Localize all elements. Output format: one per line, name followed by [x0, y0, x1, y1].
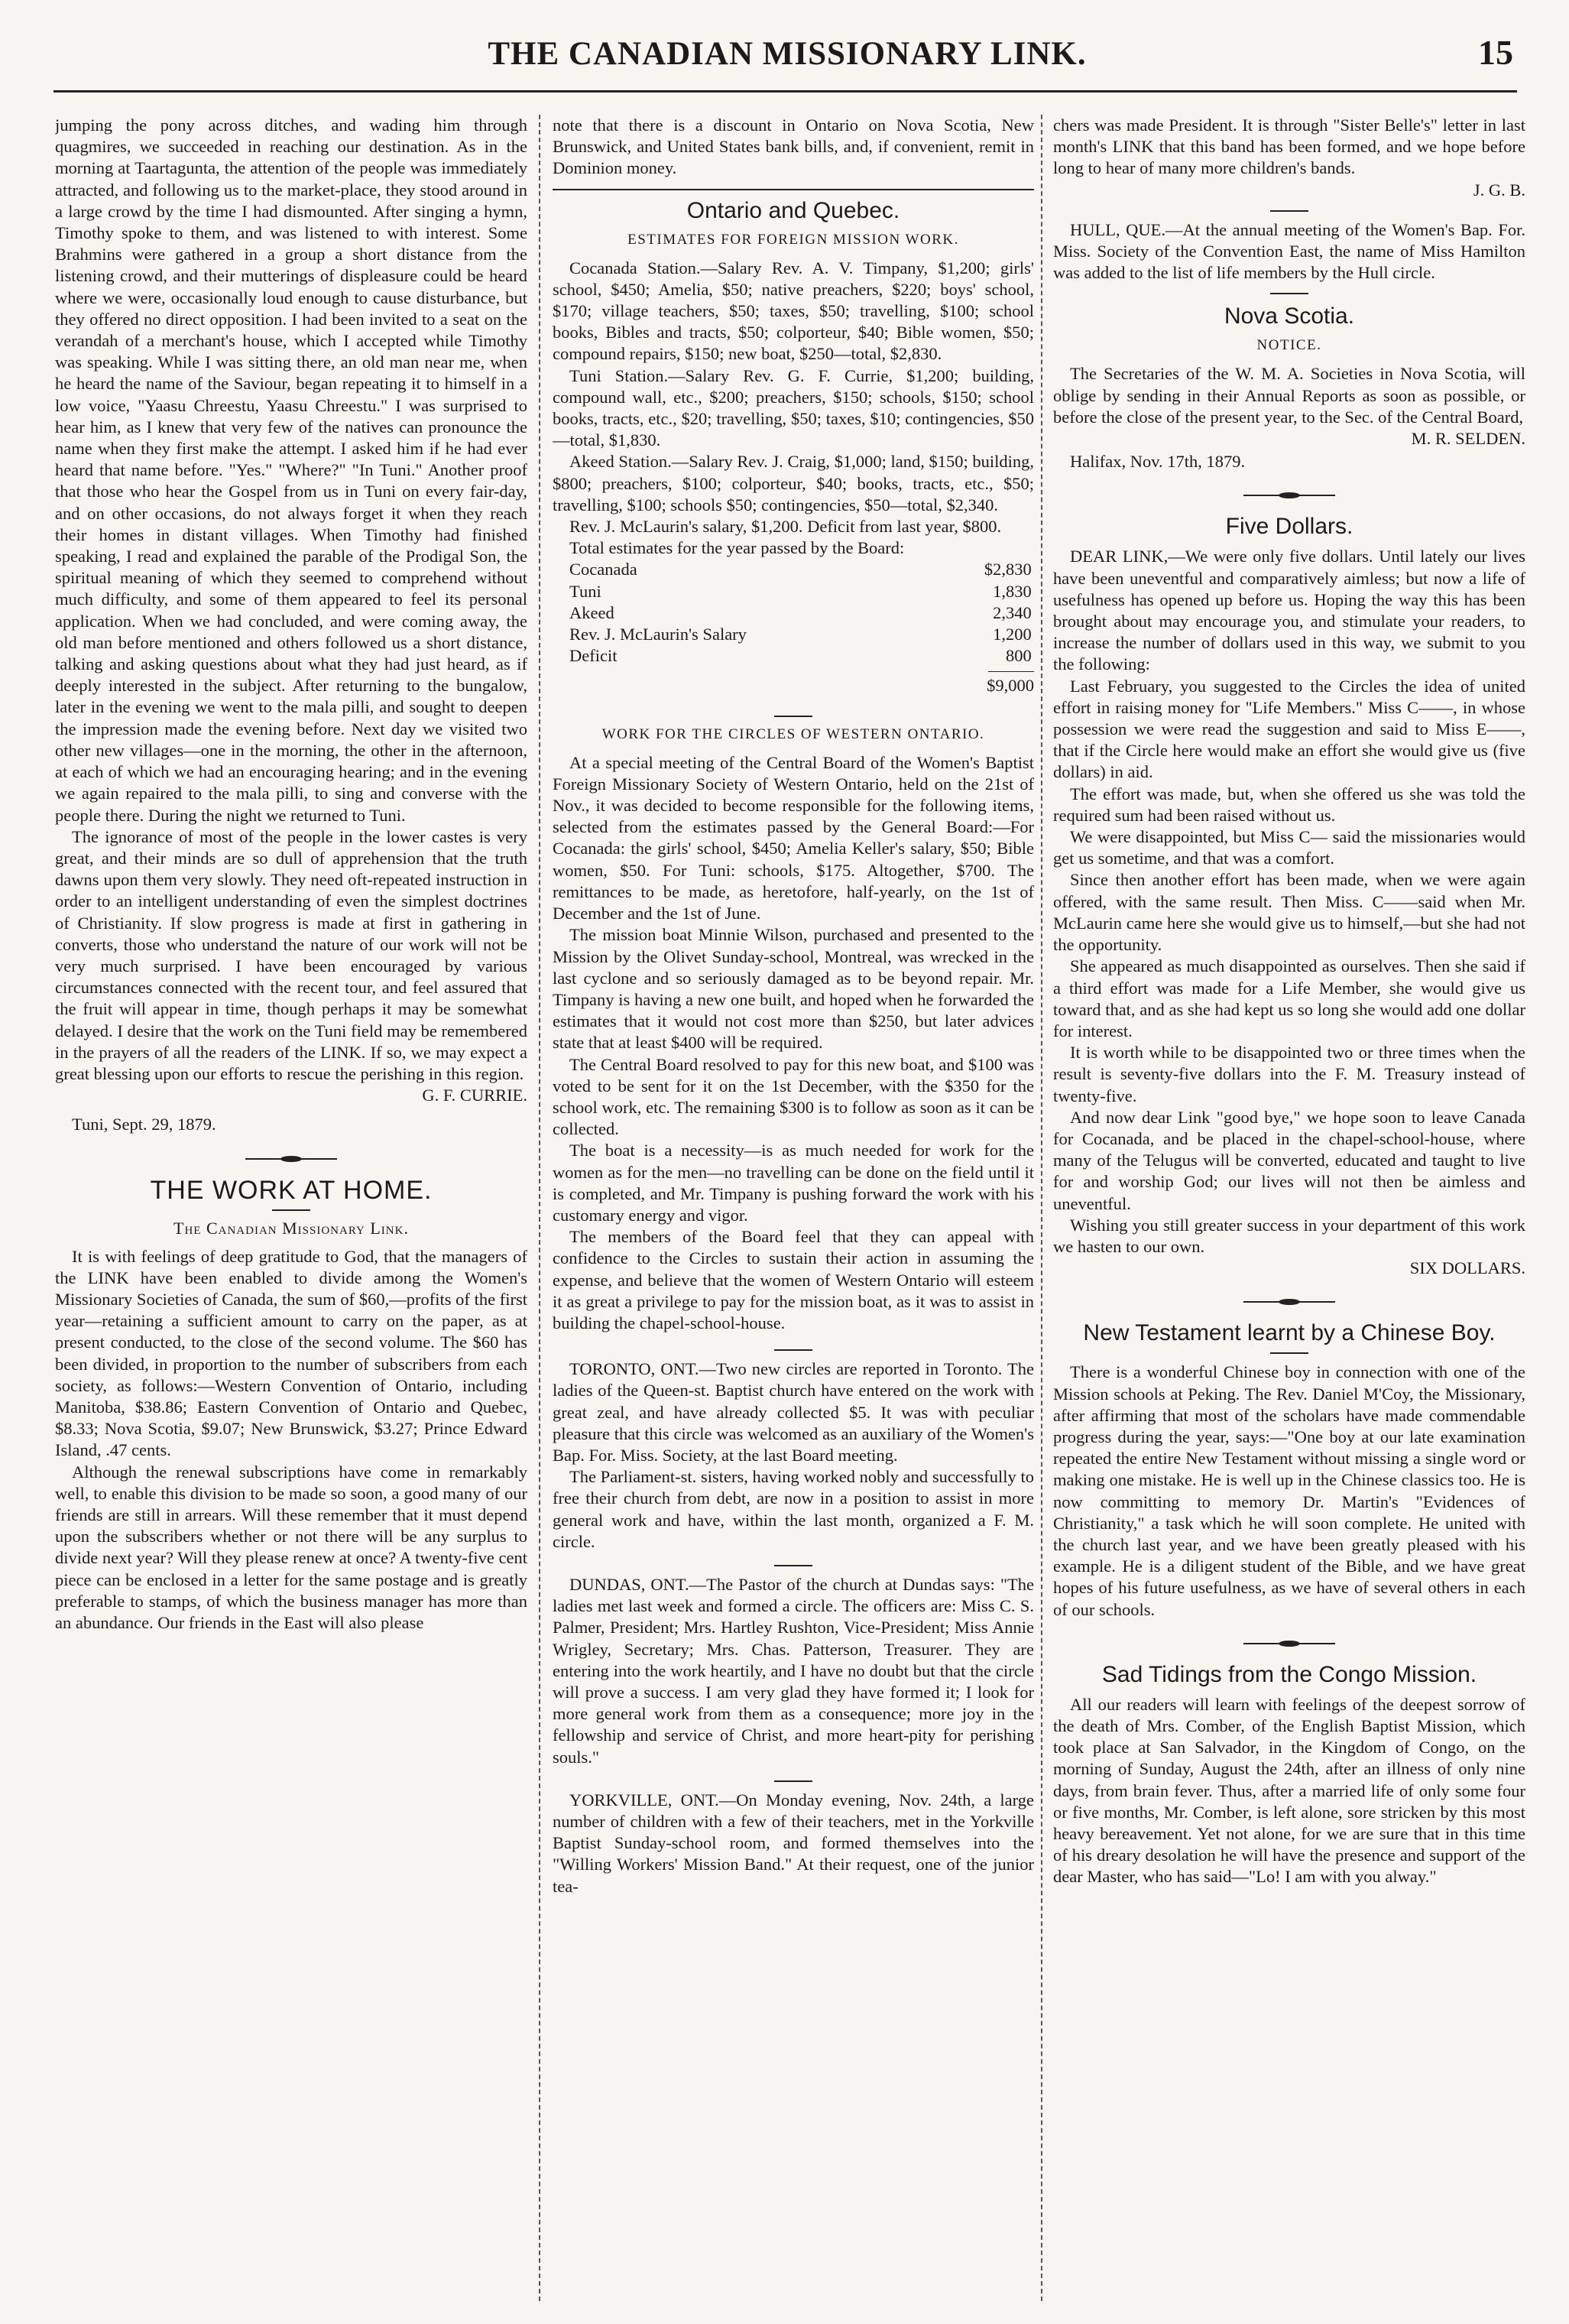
article-paragraph: The members of the Board feel that they can appeal with confidence to the Circles to sustain their action in assuming the expense, and believe that the women of Western Ontario will esteem it as great a privilege to pay for the mission boat, as it was to assist in building the chapel-school-house. [553, 1227, 1034, 1332]
divider [1270, 1352, 1308, 1354]
section-heading: Sad Tidings from the Congo Mission. [1101, 1661, 1477, 1687]
journal-title: THE CANADIAN MISSIONARY LINK. [488, 36, 1087, 72]
sub-heading: The Canadian Missionary Link. [173, 1218, 409, 1238]
table-cell: Tuni [569, 581, 601, 601]
estimates-total: $9,000 [987, 676, 1034, 696]
dateline: Halifax, Nov. 17th, 1879. [1070, 452, 1246, 472]
article-paragraph: Total estimates for the year passed by the Board: [569, 538, 905, 558]
table-cell: Cocanada [569, 560, 637, 579]
divider [774, 1780, 812, 1782]
column-2 [553, 115, 1034, 2301]
signature: G. F. CURRIE. [422, 1086, 527, 1105]
article-paragraph: DEAR LINK,—We were only five dollars. Until lately our lives have been uneventful and comparatively aimless; but now a life of usefulness has opened up before us. Hoping the way this has been brought about may encourage you, and stimulate your readers, to increase the number of dollars used in this way, we submit to you the following: [1053, 547, 1525, 674]
column-divider [1041, 115, 1042, 2301]
article-paragraph: Akeed Station.—Salary Rev. J. Craig, $1,000; land, $150; building, $800; preachers, $100; colporteur, $40; books, tracts, etc., $50; travelling, $100; schools $50; contingencies, $50—total, $2,340. [553, 452, 1034, 514]
sub-heading: ESTIMATES FOR FOREIGN MISSION WORK. [627, 231, 959, 248]
table-row [569, 581, 1032, 602]
article-paragraph: We were disappointed, but Miss C— said the missionaries would get us sometime, and that was a comfort. [1053, 827, 1525, 868]
sub-heading: WORK FOR THE CIRCLES OF WESTERN ONTARIO. [601, 725, 985, 742]
signature: J. G. B. [1473, 180, 1525, 200]
article-paragraph: It is with feelings of deep gratitude to God, that the managers of the LINK have been enabled to divide among the Women's Missionary Societies of Canada, the sum of $60,—profits of the first year—retaining a sufficient amount to carry on the paper, as at present conducted, to the close of the second volume. The $60 has been divided, in proportion to the number of subscribers from each society, as follows:—Western Convention of Ontario, including Manitoba, $38.86; Eastern Convention of Ontario and Quebec, $8.33; Nova Scotia, $9.07; New Brunswick, $3.27; Prince Edward Island, .47 cents. [55, 1246, 527, 1460]
article-paragraph: The boat is a necessity—is as much needed for work for the women as for the men—no travelling can be done on the field until it is completed, and Mr. Timpany is pushing forward the work with his customary energy and vigor. [553, 1141, 1034, 1225]
section-heading: Five Dollars. [1225, 514, 1353, 540]
divider [272, 1209, 310, 1211]
signature: M. R. SELDEN. [1411, 429, 1525, 449]
section-heading: Nova Scotia. [1224, 303, 1355, 329]
section-ornament [1243, 492, 1335, 498]
article-paragraph: Last February, you suggested to the Circles the idea of united effort in raising money for "Life Members." Miss C——, in whose possession we were read the suggestion and said to Miss E——, that if the Circle here would make an effort she would give us (five dollars) in aid. [1053, 676, 1525, 782]
sum-rule [988, 671, 1034, 672]
dateline: Tuni, Sept. 29, 1879. [72, 1115, 216, 1134]
sub-heading: NOTICE. [1256, 337, 1322, 354]
article-paragraph: note that there is a discount in Ontario on Nova Scotia, New Brunswick, and United States bank bills, and, if convenient, remit in Dominion money. [553, 115, 1034, 178]
signature: SIX DOLLARS. [1409, 1258, 1525, 1278]
article-paragraph: The effort was made, but, when she offered us she was told the required sum had been raised without us. [1053, 784, 1525, 825]
article-paragraph: Cocanada Station.—Salary Rev. A. V. Timpany, $1,200; girls' school, $450; Amelia, $50; native preachers, $220; boys' school, $170; village teachers, $50; taxes, $50; travelling, $100; school books, Bibles and tracts, $50; colporteur, $40; Bible women, $50; compound repairs, $150; new boat, $250—total, $2,830. [553, 258, 1034, 364]
table-cell: Akeed [569, 602, 614, 622]
divider [1270, 210, 1308, 212]
table-row [569, 602, 1032, 624]
article-paragraph: Although the renewal subscriptions have come in remarkably well, to enable this division to be made so soon, a good many of our friends are still in arrears. Will these remember that it must depend upon the subscribers whether or not there will be any surplus to divide next year? Will they please renew at once? A twenty-five cent piece can be enclosed in a letter for the same postage and is greatly preferable to stamps, of which the business manager has more than an abundance. Our friends in the East will also please [55, 1462, 527, 1632]
article-paragraph: Since then another effort has been made, when we were again offered, with the same result. Then Miss. C——said when Mr. McLaurin came here she would give us to himself,—but she had not the opportunity. [1053, 870, 1525, 955]
article-paragraph: The Parliament-st. sisters, having worked nobly and successfully to free their church from debt, are now in a position to assist in more general work and have, within the last month, organized a F. M. circle. [553, 1467, 1034, 1551]
divider [553, 189, 1034, 190]
section-ornament [1243, 1641, 1335, 1647]
article-paragraph: HULL, QUE.—At the annual meeting of the Women's Bap. For. Miss. Society of the Convention East, the name of Miss Hamilton was added to the list of life members by the Hull circle. [1053, 219, 1525, 283]
section-heading: THE WORK AT HOME. [150, 1175, 433, 1205]
table-row [569, 645, 1032, 667]
estimates-table [569, 559, 1032, 667]
article-paragraph: There is a wonderful Chinese boy in connection with one of the Mission schools at Peking. The Rev. Daniel M'Coy, the Missionary, after affirming that most of the scholars have made commendable progress during the year, says:—"One boy at our late examination repeated the entire New Testament without missing a single word or making one mistake. He is well up in the Chinese classics too. He is now committing to memory Dr. Martin's "Evidences of Christianity," a task which he will soon complete. He united with the church last year, and we have been greatly pleased with his example. He is a diligent student of the Bible, and we have great hopes of his future usefulness, as we have of several others in each of our schools. [1053, 1362, 1525, 1619]
article-paragraph: And now dear Link "good bye," we hope soon to leave Canada for Cocanada, and be placed in the chapel-school-house, where many of the Telugus will be converted, educated and taught to live for and worship God; our lives will not then be aimless and uneventful. [1053, 1107, 1525, 1213]
table-cell: $2,830 [984, 560, 1032, 579]
section-heading: New Testament learnt by a Chinese Boy. [1083, 1320, 1496, 1346]
section-heading: Ontario and Quebec. [686, 197, 900, 223]
article-paragraph: jumping the pony across ditches, and wading him through quagmires, we succeeded in reaching our destination. As in the morning at Taartagunta, the attention of the people was immediately attracted, and following us to the market-place, they stood around in a large crowd by the time I had dismounted. After singing a hymn, Timothy spoke to them, and was listened to with interest. Some Brahmins were gathered in a group a short distance from the listening crowd, and their mutterings of displeasure could be heard where we were, occasionally loud enough to cause disturbance, but they offered no direct opposition. I had been invited to a seat on the verandah of a merchant's house, which I accepted while Timothy was speaking. While I was sitting there, an old man near me, when he heard the name of the Saviour, began repeating it to himself in a low voice, "Yaasu Chreestu, Yaasu Chreestu." I was surprised to hear him, as I knew that very few of the natives can pronounce the name when they first make the attempt. I asked him if he had ever heard that name before. "Yes." "Where?" "In Tuni." Another proof that those who hear the Gospel from us in Tuni on every fair-day, and on other occasions, do not always forget it when they reach their homes in distant villages. When Timothy had finished speaking, I read and explained the parable of the Prodigal Son, the spiritual meaning of which they seemed to comprehend without much difficulty, and some of them appeared to feel its personal application. When we had concluded, and were coming away, the old man before mentioned and others followed us a short distance, talking and asking questions about what they had just heard, as if deeply interested in the subject. After returning to the bungalow, later in the evening we went to the mala pilli, and sought to deepen the impression made the evening before. Next day we visited two other new villages—one in the morning, the other in the afternoon, at each of which we had an encouraging hearing; and in the evening we again repaired to the mala pilli, to sing and converse with the people there. During the night we returned to Tuni. [55, 115, 527, 825]
column-3 [1053, 115, 1525, 2301]
divider [774, 1349, 812, 1351]
divider [1270, 293, 1308, 294]
header-rule [53, 90, 1517, 93]
article-paragraph: The Secretaries of the W. M. A. Societies in Nova Scotia, will oblige by sending in their Annual Reports as soon as possible, or before the close of the present year, to the Sec. of the Central Board, [1053, 364, 1525, 427]
article-paragraph: Rev. J. McLaurin's salary, $1,200. Deficit from last year, $800. [569, 517, 1002, 537]
article-paragraph: The Central Board resolved to pay for this new boat, and $100 was voted to be sent for it on the 1st December, with the $350 for the school work, etc. The remaining $300 is to follow as soon as it can be collected. [553, 1054, 1034, 1139]
article-paragraph: Wishing you still greater success in your department of this work we hasten to our own. [1053, 1215, 1525, 1256]
table-cell: 2,340 [993, 602, 1032, 622]
article-paragraph: TORONTO, ONT.—Two new circles are reported in Toronto. The ladies of the Queen-st. Baptist church have entered on the work with great zeal, and have already collected $5. It was with peculiar pleasure that this circle was welcomed as an auxiliary of the Women's Bap. For. Miss. Society, at the last Board meeting. [553, 1359, 1034, 1465]
article-paragraph: The ignorance of most of the people in the lower castes is very great, and their minds are so dull of apprehension that the truth dawns upon them very slowly. They need oft-repeated instruction in order to an intelligent understanding of even the simplest doctrines of Christianity. If slow progress is made at first in gathering in converts, those who understand the nature of our work will not be very much surprised. I have been encouraged by various circumstances connected with the recent tour, and feel assured that the fruit will appear in time, though perhaps it may be somewhat delayed. I desire that the work on the Tuni field may be remembered in the prayers of all the readers of the LINK. If so, we may expect a great blessing upon our efforts to rescue the perishing in this region. [55, 826, 527, 1083]
table-row [569, 624, 1032, 645]
article-paragraph: All our readers will learn with feelings of the deepest sorrow of the death of Mrs. Comber, of the English Baptist Mission, which took place at San Salvador, in the Kingdom of Congo, on the morning of Sunday, August the 24th, after an illness of only nine days, from brain fever. Thus, after a married life of only some four or five months, Mr. Comber, is left alone, sore stricken by this most heavy bereavement. Yet not alone, for we are sure that in this time of his dreary desolation he will have the presence and support of the dear Master, who has said—"Lo! I am with you alway." [1053, 1694, 1525, 1887]
article-paragraph: YORKVILLE, ONT.—On Monday evening, Nov. 24th, a large number of children with a few of their teachers, met in the Yorkville Baptist Sunday-school room, and formed themselves into the "Willing Workers' Mission Band." At their request, one of the junior tea- [553, 1790, 1034, 1896]
table-cell: 1,830 [993, 581, 1032, 601]
article-paragraph: Tuni Station.—Salary Rev. G. F. Currie, $1,200; building, compound wall, etc., $200; preachers, $150; schools, $150; school books, tracts, etc., $20; travelling, $50; taxes, $10; contingencies, $50—total, $1,830. [553, 365, 1034, 450]
column-1 [55, 115, 527, 2301]
column-divider [539, 115, 540, 2301]
divider [774, 716, 812, 717]
section-ornament [245, 1156, 337, 1162]
table-cell: 1,200 [993, 625, 1032, 644]
divider [774, 1565, 812, 1566]
page-header [61, 32, 1513, 86]
article-paragraph: At a special meeting of the Central Board of the Women's Baptist Foreign Missionary Society of Western Ontario, held on the 21st of Nov., it was decided to become responsible for the following items, selected from the estimates passed by the General Board:—For Cocanada: the girls' school, $450; Amelia Keller's salary, $50; Bible women, $50. For Tuni: schools, $175. Altogether, $700. The remittances to be made, as heretofore, half-yearly, on the 1st of December and the 1st of June. [553, 752, 1034, 923]
article-paragraph: It is worth while to be disappointed two or three times when the result is seventy-five dollars into the F. M. Treasury instead of twenty-five. [1053, 1043, 1525, 1105]
article-paragraph: The mission boat Minnie Wilson, purchased and presented to the Mission by the Olivet Sunday-school, Montreal, was wrecked in the last cyclone and so seriously damaged as to be beyond repair. Mr. Timpany is having a new one built, and hoped when he forwarded the estimates that it would not cost more than $250, but later advices state that at least $400 will be required. [553, 925, 1034, 1053]
article-paragraph: DUNDAS, ONT.—The Pastor of the church at Dundas says: "The ladies met last week and formed a circle. The officers are: Miss C. S. Palmer, President; Mrs. Hartley Rushton, Vice-President; Miss Annie Wrigley, Secretary; Mrs. Chas. Patterson, Treasurer. They are entering into the work heartily, and I have no doubt but that the circle will prove a success. I am very glad they have formed it; I look for more general work from them as a consequence; more joy in the fellowship and service of Christ, and more heart-pity for perishing souls." [553, 1574, 1034, 1767]
table-cell: 800 [1006, 646, 1032, 666]
table-cell: Rev. J. McLaurin's Salary [569, 625, 747, 644]
page-number: 15 [1478, 33, 1513, 72]
section-ornament [1243, 1299, 1335, 1305]
table-cell: Deficit [569, 646, 618, 666]
table-row [569, 559, 1032, 580]
article-paragraph: chers was made President. It is through "Sister Belle's" letter in last month's LINK that this band has been formed, and we hope before long to hear of many more children's bands. [1053, 115, 1525, 178]
article-paragraph: She appeared as much disappointed as ourselves. Then she said if a third effort was made for a Life Member, she would give us toward that, and as she had kept us so long she would add one dollar for interest. [1053, 956, 1525, 1040]
